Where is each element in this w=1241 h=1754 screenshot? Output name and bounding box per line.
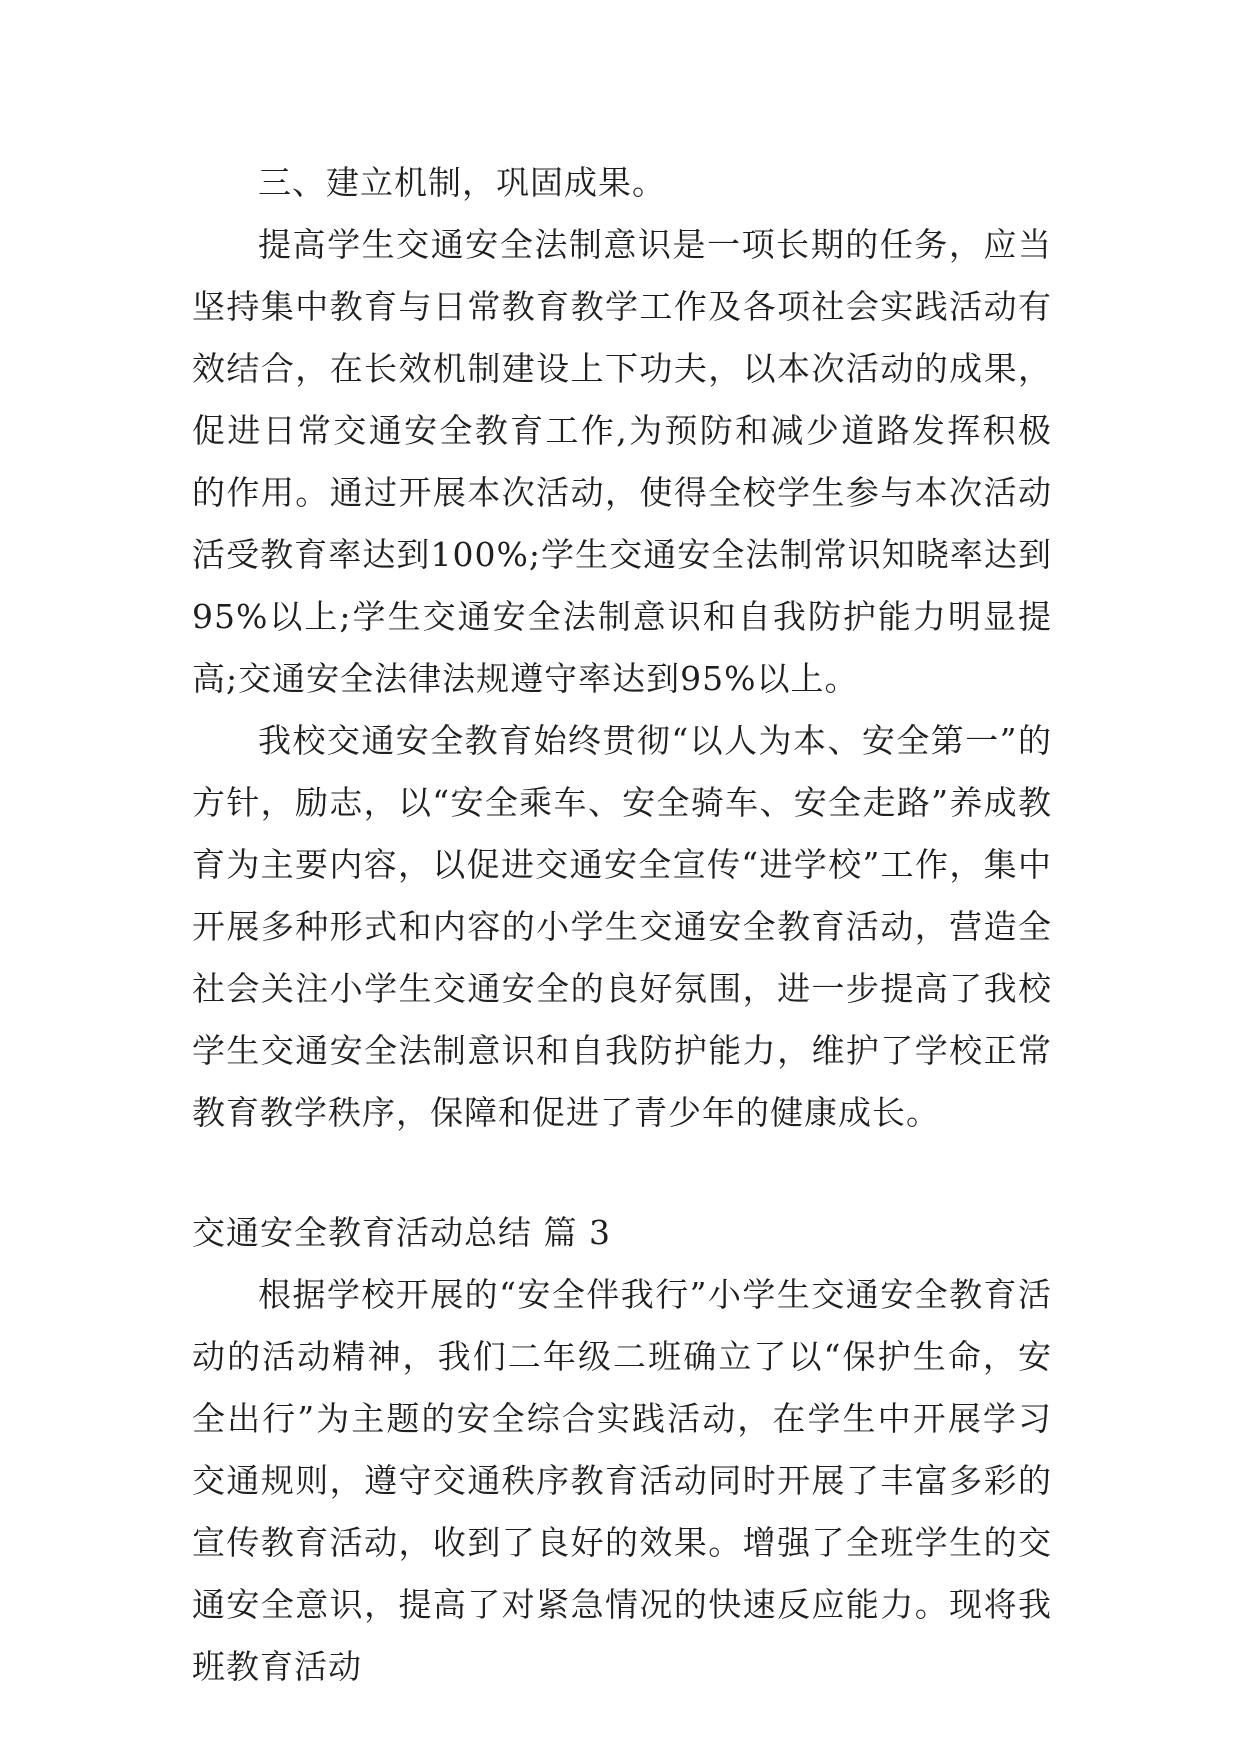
paragraph-long-term-mechanism: 提高学生交通安全法制意识是一项长期的任务，应当坚持集中教育与日常教育教学工作及各项社会实践活动有效结合，在长效机制建设上下功夫，以本次活动的成果，促进日常交通安全教育工作,为预防和减少道路发挥积极的作用。通过开展本次活动，使得全校学生参与本次活动活受教育率达到100%;学生交通安全法制常识知晓率达到95%以上;学生交通安全法制意识和自我防护能力明显提高;交通安全法律法规遵守率达到95%以上。 [192,225,1052,698]
article-section-title: 交通安全教育活动总结 篇 3 [192,1213,611,1252]
paragraph-school-policy: 我校交通安全教育始终贯彻“以人为本、安全第一”的方针，励志，以“安全乘车、安全骑车、安全走路”养成教育为主要内容，以促进交通安全宣传“进学校”工作，集中开展多种形式和内容的小学生交通安全教育活动，营造全社会关注小学生交通安全的良好氛围，进一步提高了我校学生交通安全法制意识和自我防护能力，维护了学校正常教育教学秩序，保障和促进了青少年的健康成长。 [192,721,1052,1132]
paragraph-class-activity: 根据学校开展的“安全伴我行”小学生交通安全教育活动的活动精神，我们二年级二班确立了以“保护生命，安全出行”为主题的安全综合实践活动，在学生中开展学习交通规则，遵守交通秩序教育活动同时开展了丰富多彩的宣传教育活动，收到了良好的效果。增强了全班学生的交通安全意识，提高了对紧急情况的快速反应能力。现将我班教育活动 [192,1275,1052,1686]
section-heading-three: 三、建立机制，巩固成果。 [258,163,666,202]
document-body [192,152,1052,1698]
